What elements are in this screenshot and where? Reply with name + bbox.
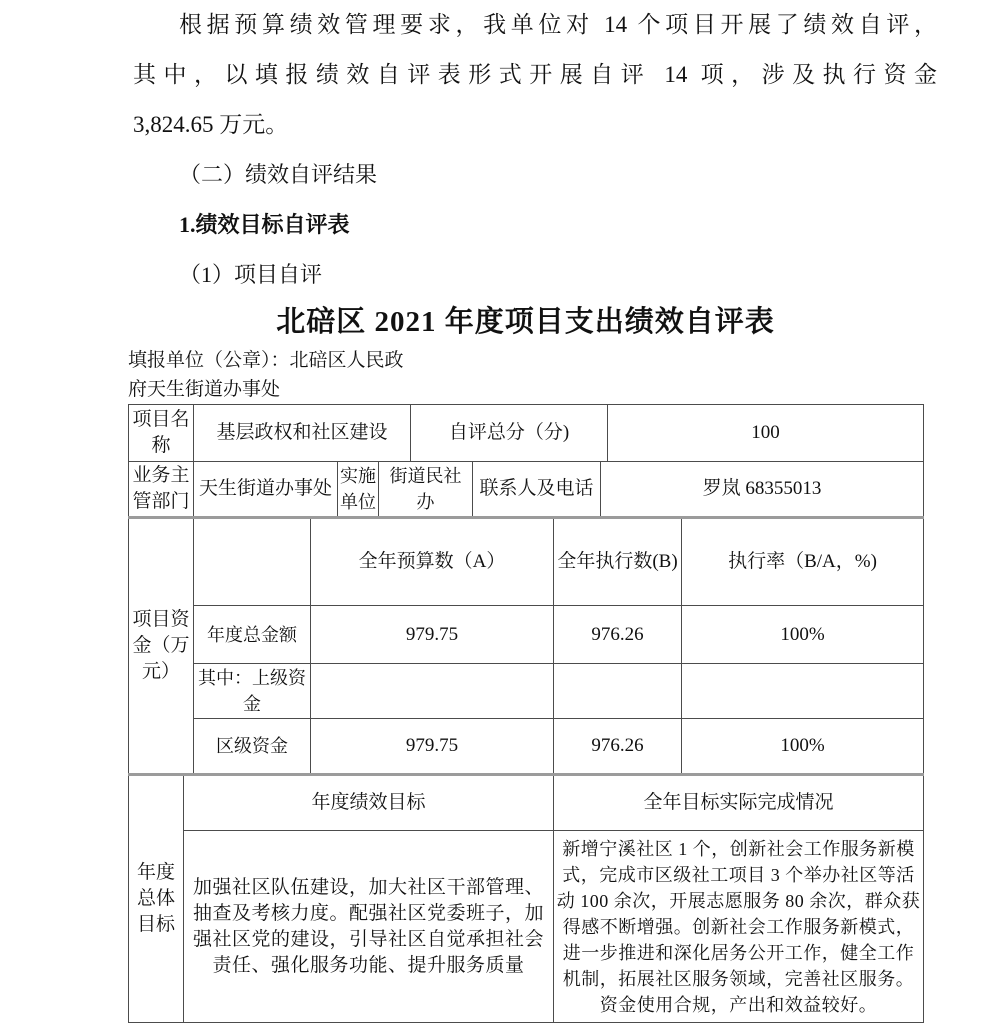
project-funds-table xyxy=(128,516,924,774)
dept-value-cell: 天生街道办事处 xyxy=(194,462,338,517)
funds-row-superior xyxy=(129,664,924,719)
reporting-unit xyxy=(128,346,1000,404)
goals-target-header-cell: 年度绩效目标 xyxy=(184,775,554,831)
intro-paragraph xyxy=(133,0,937,150)
goals-completion-text-cell: 新增宁溪社区 1 个，创新社会工作服务新模式，完成市区级社工项目 3 个举办社区等活动 100 余次，开展志愿服务 80 余次，群众获得感不断增强。创新社会工作服务新模式，进一步推进和深化居务公开工作，健全工作机制，拓展社区服务领域，完善社区服务。资金使用合规，产出和效益较好。 xyxy=(554,831,924,1023)
project-name-value-cell: 基层政权和社区建设 xyxy=(194,405,411,462)
funds-row-district xyxy=(129,719,924,774)
project-name-label-cell: 项目名称 xyxy=(129,405,194,462)
funds-budget-cell xyxy=(311,664,554,719)
funds-rate-cell xyxy=(682,664,924,719)
funds-header-empty-cell xyxy=(194,518,311,606)
self-score-label-cell: 自评总分（分) xyxy=(411,405,608,462)
subsection-heading: 1.绩效目标自评表 xyxy=(179,212,350,237)
funds-executed-cell: 976.26 xyxy=(554,719,682,774)
funds-rate-cell: 100% xyxy=(682,719,924,774)
funds-executed-cell: 976.26 xyxy=(554,606,682,664)
department-row xyxy=(129,462,924,517)
funds-header-executed-cell: 全年执行数(B) xyxy=(554,518,682,606)
intro-line-3: 3,824.65 万元。 xyxy=(133,112,289,137)
impl-unit-value-cell: 街道民社办 xyxy=(379,462,473,517)
project-name-row xyxy=(129,405,924,462)
reporting-unit-line-2: 府天生街道办事处 xyxy=(128,379,281,400)
funds-row-name-cell: 区级资金 xyxy=(194,719,311,774)
self-score-value-cell: 100 xyxy=(608,405,924,462)
contact-label-cell: 联系人及电话 xyxy=(473,462,601,517)
reporting-unit-line-1: 填报单位（公章）：北碚区人民政 xyxy=(128,350,404,371)
basic-info-table xyxy=(128,404,924,517)
goals-completion-header-cell: 全年目标实际完成情况 xyxy=(554,775,924,831)
intro-line-1: 根据预算绩效管理要求，我单位对 14 个项目开展了绩效自评， xyxy=(179,12,937,37)
annual-goals-table xyxy=(128,773,924,1023)
funds-budget-cell: 979.75 xyxy=(311,719,554,774)
funds-header-rate-cell: 执行率（B/A，%) xyxy=(682,518,924,606)
funds-rate-cell: 100% xyxy=(682,606,924,664)
funds-executed-cell xyxy=(554,664,682,719)
goals-section-label-cell: 年度总体目标 xyxy=(129,775,184,1023)
funds-header-budget-cell: 全年预算数（A） xyxy=(311,518,554,606)
goals-content-row xyxy=(129,831,924,1023)
funds-header-row xyxy=(129,518,924,606)
dept-label-cell: 业务主管部门 xyxy=(129,462,194,517)
intro-line-2: 其中，以填报绩效自评表形式开展自评 14 项，涉及执行资金 xyxy=(133,62,937,87)
goals-header-row xyxy=(129,775,924,831)
contact-value-cell: 罗岚 68355013 xyxy=(601,462,924,517)
item-heading: （1）项目自评 xyxy=(179,262,323,287)
funds-budget-cell: 979.75 xyxy=(311,606,554,664)
goals-target-text-cell: 加强社区队伍建设，加大社区干部管理、抽查及考核力度。配强社区党委班子，加强社区党的建设，引导社区自觉承担社会责任、强化服务功能、提升服务质量 xyxy=(184,831,554,1023)
impl-unit-label-cell: 实施单位 xyxy=(338,462,379,517)
funds-row-name-cell: 其中：上级资金 xyxy=(194,664,311,719)
section-heading: （二）绩效自评结果 xyxy=(179,162,378,187)
funds-section-label-cell: 项目资金（万元） xyxy=(129,518,194,774)
funds-row-name-cell: 年度总金额 xyxy=(194,606,311,664)
funds-row-total xyxy=(129,606,924,664)
table-title: 北碚区 2021 年度项目支出绩效自评表 xyxy=(276,306,775,338)
